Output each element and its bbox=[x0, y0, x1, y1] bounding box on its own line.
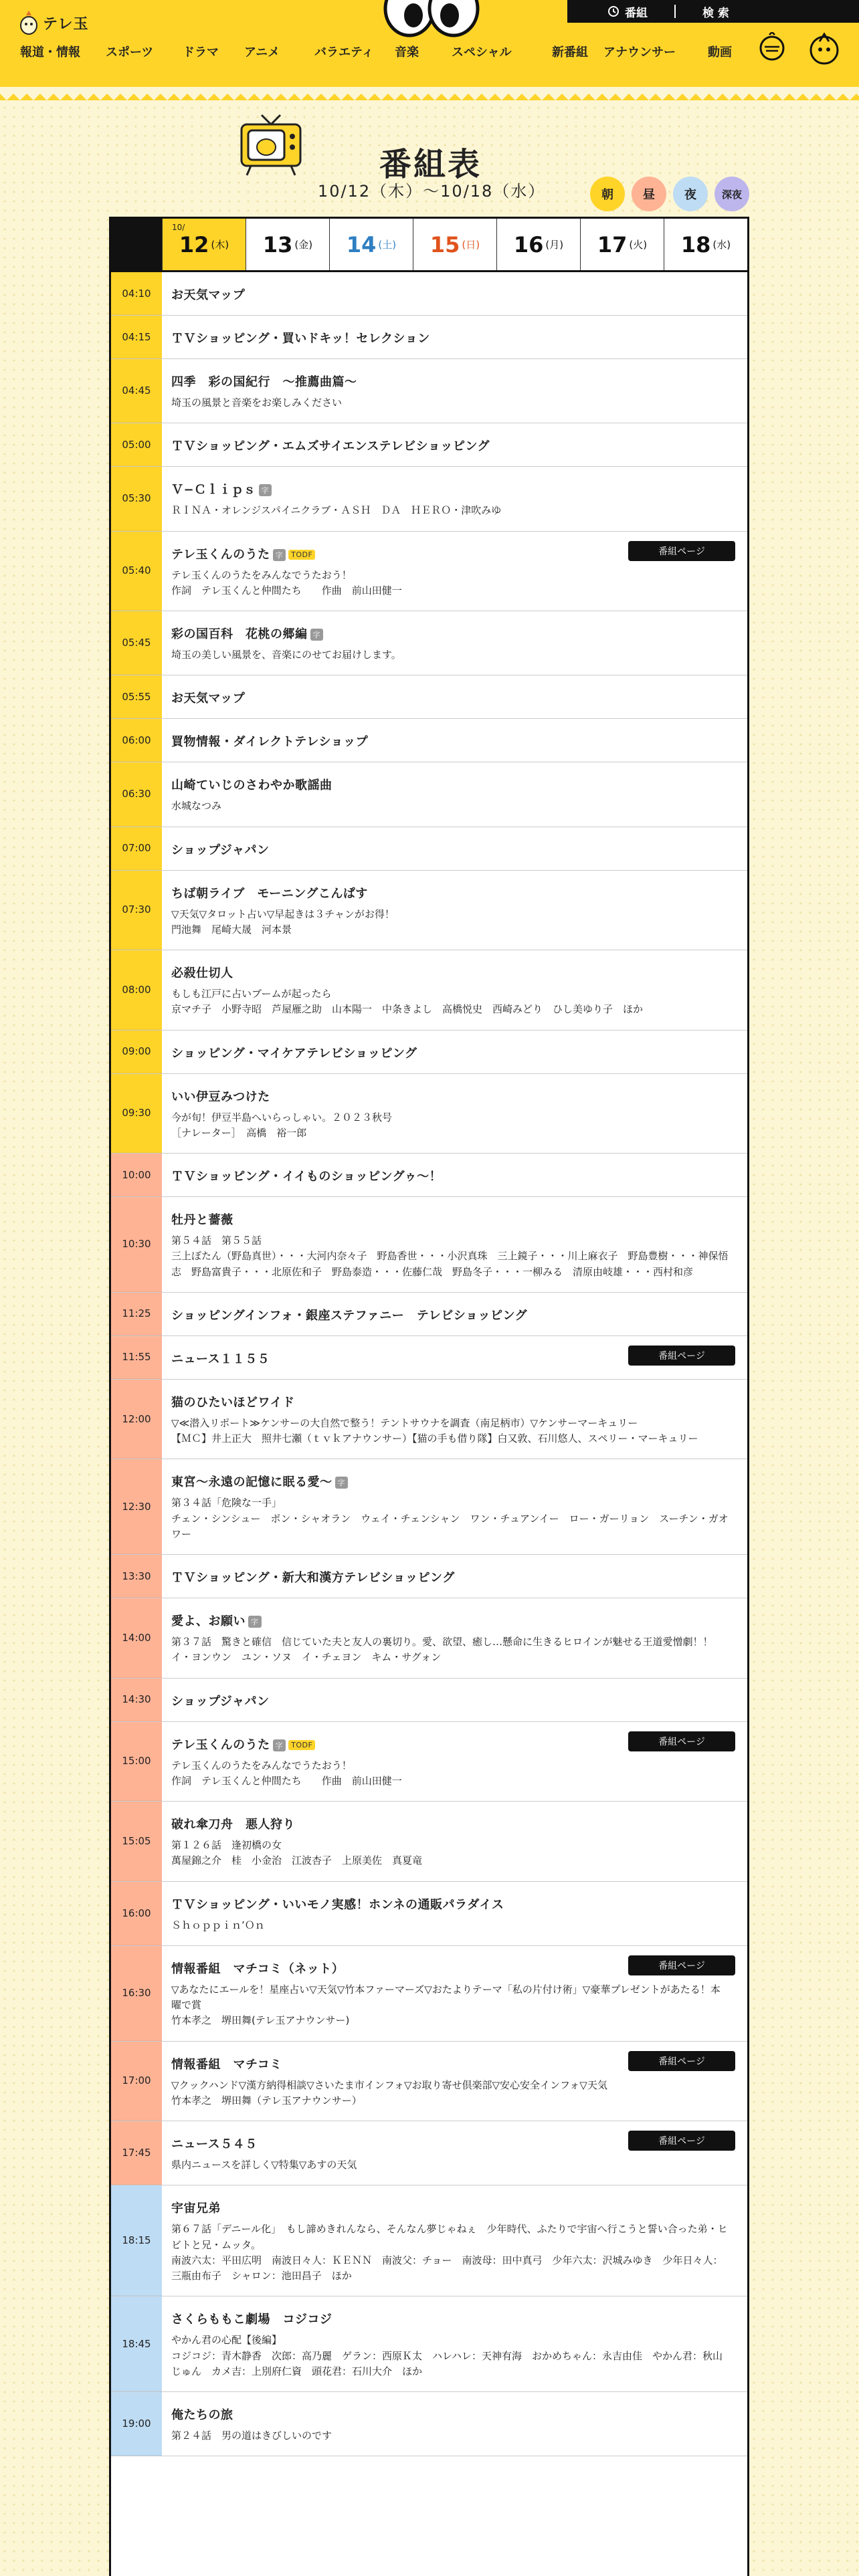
program-description bbox=[171, 503, 737, 518]
description-line: ［ナレーター］ 高橋 裕一郎 bbox=[171, 1126, 307, 1139]
program-cell bbox=[162, 1197, 747, 1292]
program-cell bbox=[162, 467, 747, 530]
tv-icon bbox=[237, 112, 304, 177]
time-cell: 17:45 bbox=[111, 2121, 162, 2185]
program-title[interactable] bbox=[171, 884, 737, 901]
time-cell: 05:40 bbox=[111, 532, 162, 611]
program-title-text: 彩の国百科 花桃の郷編 bbox=[171, 627, 308, 641]
day-tab[interactable] bbox=[329, 219, 413, 270]
time-cell: 13:30 bbox=[111, 1555, 162, 1598]
program-title-text: 東宮〜永遠の記憶に眠る愛〜 bbox=[171, 1475, 332, 1490]
program-title-text: ニュース１１５５ bbox=[171, 1352, 270, 1366]
program-row[interactable] bbox=[111, 532, 747, 612]
program-description bbox=[171, 986, 737, 1018]
time-cell: 14:30 bbox=[111, 1679, 162, 1721]
day-weekday: (土) bbox=[378, 239, 397, 251]
program-description bbox=[171, 1918, 737, 1933]
program-title[interactable] bbox=[171, 1473, 737, 1490]
program-title-text: ＴＶショッピング・エムズサイエンステレビショッピング bbox=[171, 439, 490, 454]
program-title[interactable] bbox=[171, 1895, 737, 1913]
program-title-text: さくらももこ劇場 コジコジ bbox=[171, 2313, 332, 2327]
description-line: テレ玉くんのうたをみんなでうたおう！ bbox=[171, 568, 352, 581]
program-title[interactable] bbox=[171, 2405, 737, 2423]
nav-item[interactable]: スペシャル bbox=[452, 45, 512, 60]
description-line: 第３４話「危険な一手」 bbox=[171, 1497, 282, 1509]
program-description bbox=[171, 1758, 737, 1790]
time-cell: 12:30 bbox=[111, 1459, 162, 1554]
program-title-text: お天気マップ bbox=[171, 691, 246, 706]
program-row[interactable] bbox=[111, 1946, 747, 2042]
site-header bbox=[0, 0, 859, 100]
program-cell bbox=[162, 719, 747, 762]
todf-badge: TODF bbox=[288, 1740, 315, 1750]
program-page-button[interactable]: 番組ページ bbox=[628, 2131, 735, 2151]
program-row[interactable] bbox=[111, 871, 747, 951]
subtitle-badge: 字 bbox=[259, 484, 272, 496]
program-cell bbox=[162, 1336, 747, 1379]
program-cell bbox=[162, 1722, 747, 1802]
description-line: ▽クックハンド▽漢方納得相談▽さいたま市インフォ▽お取り寄せ倶楽部▽安心安全インフォ▽天気 bbox=[171, 2078, 607, 2091]
program-cell bbox=[162, 1380, 747, 1459]
time-cell: 14:00 bbox=[111, 1598, 162, 1678]
program-page-button[interactable]: 番組ページ bbox=[628, 541, 735, 561]
program-title-text: ちば朝ライブ モーニングこんぱす bbox=[171, 886, 368, 901]
table-corner bbox=[111, 219, 162, 270]
nav-item[interactable]: アナウンサー bbox=[603, 45, 676, 60]
nav-item[interactable]: 報道・情報 bbox=[20, 45, 80, 60]
time-cell: 10:00 bbox=[111, 1154, 162, 1196]
description-line: 第６７話「デニール化」 もし諦めきれんなら、そんなん夢じゃねぇ 少年時代、ふたりで宇宙へ行こうと誓い合った弟・ヒビトと兄・ムッタ。 bbox=[171, 2223, 728, 2251]
program-row[interactable] bbox=[111, 2296, 747, 2392]
time-cell: 18:45 bbox=[111, 2296, 162, 2391]
program-title-text: お天気マップ bbox=[171, 288, 246, 302]
program-title[interactable] bbox=[171, 1306, 737, 1323]
program-row[interactable] bbox=[111, 1802, 747, 1882]
program-title[interactable] bbox=[171, 286, 737, 303]
time-cell: 06:00 bbox=[111, 719, 162, 762]
program-description bbox=[171, 1110, 737, 1142]
program-title[interactable] bbox=[171, 625, 737, 642]
time-cell: 07:30 bbox=[111, 871, 162, 950]
program-description bbox=[171, 1838, 737, 1869]
program-row[interactable] bbox=[111, 1722, 747, 1802]
time-cell: 19:00 bbox=[111, 2392, 162, 2456]
program-cell bbox=[162, 1074, 747, 1154]
program-row[interactable] bbox=[111, 467, 747, 531]
day-tab[interactable] bbox=[162, 219, 246, 270]
program-cell bbox=[162, 1598, 747, 1678]
program-description bbox=[171, 568, 737, 599]
program-cell bbox=[162, 532, 747, 611]
description-line: 第５４話 第５５話 bbox=[171, 1235, 262, 1247]
program-row[interactable] bbox=[111, 827, 747, 871]
description-line: 京マチ子 小野寺昭 芦屋雁之助 山本陽一 中条きよし 高橋悦史 西崎みどり ひし美ゆり子 ほか bbox=[171, 1003, 644, 1016]
time-cell: 12:00 bbox=[111, 1380, 162, 1459]
program-cell bbox=[162, 423, 747, 466]
program-title-text: ＴＶショッピング・イイものショッピングゥ〜！ bbox=[171, 1170, 442, 1184]
description-line: 門池舞 尾崎大晟 河本景 bbox=[171, 923, 292, 936]
description-line: コジコジ：青木静香 次郎：高乃麗 ゲラン：西原Ｋ太 ハレハレ：天神有海 おかめちゃん：永吉由佳 やかん君：秋山じゅん カメ吉：上別府仁資 頭花君：石川大介 ほか bbox=[171, 2349, 723, 2377]
subtitle-badge: 字 bbox=[273, 549, 286, 561]
program-row[interactable] bbox=[111, 675, 747, 719]
subtitle-badge: 字 bbox=[335, 1477, 349, 1489]
description-line: 作詞 テレ玉くんと仲間たち 作曲 前山田健一 bbox=[171, 584, 402, 597]
app-icon[interactable] bbox=[759, 32, 785, 63]
time-cell: 05:00 bbox=[111, 423, 162, 466]
program-cell bbox=[162, 611, 747, 675]
time-cell: 15:05 bbox=[111, 1802, 162, 1881]
subtitle-badge: 字 bbox=[310, 629, 324, 641]
time-cell: 05:55 bbox=[111, 675, 162, 718]
program-row[interactable] bbox=[111, 2042, 747, 2122]
program-row[interactable] bbox=[111, 1380, 747, 1460]
program-title-text: 破れ傘刀舟 悪人狩り bbox=[171, 1818, 295, 1832]
program-title[interactable] bbox=[171, 480, 737, 498]
program-cell bbox=[162, 1882, 747, 1945]
program-title-text: テレ玉くんのうた bbox=[171, 547, 270, 562]
bangumi-label: 番組 bbox=[625, 6, 648, 20]
program-title-text: ニュース５４５ bbox=[171, 2137, 258, 2151]
day-weekday: (月) bbox=[545, 239, 564, 251]
time-period-legend bbox=[590, 177, 749, 211]
description-line: 萬屋錦之介 桂 小金治 江波杏子 上原美佐 真夏竜 bbox=[171, 1854, 423, 1867]
program-description bbox=[171, 395, 737, 411]
time-cell: 06:30 bbox=[111, 762, 162, 826]
program-row[interactable] bbox=[111, 950, 747, 1031]
nav-item[interactable]: ドラマ bbox=[183, 45, 219, 60]
subtitle-badge: 字 bbox=[273, 1739, 286, 1751]
day-month: 10/ bbox=[172, 223, 185, 232]
time-cell: 16:00 bbox=[111, 1882, 162, 1945]
program-title-text: 牡丹と薔薇 bbox=[171, 1213, 233, 1227]
time-cell: 17:00 bbox=[111, 2042, 162, 2121]
description-line: 南波六太：平田広明 南波日々人：ＫＥＮＮ 南波父：チョー 南波母：田中真弓 少年六太：沢城みゆき 少年日々人：三瓶由布子 シャロン：池田昌子 ほか bbox=[171, 2254, 723, 2282]
time-cell: 04:15 bbox=[111, 316, 162, 358]
program-cell bbox=[162, 675, 747, 718]
description-line: 【ＭＣ】井上正大 照井七瀬（ｔｖｋアナウンサー）【猫の手も借り隊】白又敦、石川悠人、スペリー・マーキュリー bbox=[171, 1432, 698, 1444]
program-title[interactable] bbox=[171, 1568, 737, 1586]
program-title-text: 買物情報・ダイレクトテレショップ bbox=[171, 735, 369, 750]
program-title-text: 情報番組 マチコミ bbox=[171, 2057, 282, 2072]
day-tab[interactable] bbox=[496, 219, 580, 270]
description-line: ＲＩＮＡ・オレンジスパイニクラブ・ＡＳＨ ＤＡ ＨＥＲＯ・津吹みゆ bbox=[171, 504, 502, 517]
program-title[interactable] bbox=[171, 964, 737, 981]
telletama-mascot-icon bbox=[19, 9, 39, 36]
topbar-divider bbox=[674, 5, 676, 18]
program-row[interactable] bbox=[111, 1598, 747, 1679]
program-title[interactable] bbox=[171, 1210, 737, 1228]
program-title[interactable] bbox=[171, 1087, 737, 1105]
day-number: 12 bbox=[179, 231, 209, 257]
program-row[interactable] bbox=[111, 1293, 747, 1336]
program-cell bbox=[162, 2185, 747, 2296]
day-number: 14 bbox=[346, 231, 377, 257]
program-description bbox=[171, 2078, 737, 2109]
program-title[interactable] bbox=[171, 1815, 737, 1832]
day-number: 18 bbox=[680, 231, 711, 257]
program-cell bbox=[162, 950, 747, 1030]
program-row[interactable] bbox=[111, 1679, 747, 1722]
program-page-button[interactable]: 番組ページ bbox=[628, 1731, 735, 1751]
program-row[interactable] bbox=[111, 423, 747, 467]
day-tabs bbox=[111, 219, 747, 272]
day-tab[interactable] bbox=[580, 219, 664, 270]
day-number: 15 bbox=[430, 231, 460, 257]
time-cell: 04:10 bbox=[111, 272, 162, 315]
description-line: 県内ニュースを詳しく▽特集▽あすの天気 bbox=[171, 2159, 357, 2171]
day-number: 16 bbox=[513, 231, 544, 257]
search-link[interactable]: 検 索 bbox=[702, 6, 729, 20]
description-line: 竹本孝之 堺田舞（テレ玉アナウンサー） bbox=[171, 2094, 362, 2107]
date-range: 10/12（木）〜10/18（水） bbox=[318, 182, 546, 201]
nav-item[interactable]: 音楽 bbox=[395, 45, 419, 60]
description-line: テレ玉くんのうたをみんなでうたおう！ bbox=[171, 1759, 352, 1772]
program-title[interactable] bbox=[171, 689, 737, 706]
time-cell: 16:30 bbox=[111, 1946, 162, 2041]
program-description bbox=[171, 1634, 737, 1666]
program-title-text: ＴＶショッピング・買いドキッ！セレクション bbox=[171, 332, 430, 346]
program-title[interactable] bbox=[171, 1393, 737, 1410]
bangumi-link[interactable] bbox=[607, 3, 648, 20]
nav-item[interactable]: 動画 bbox=[708, 45, 732, 60]
day-weekday: (木) bbox=[211, 239, 229, 251]
program-row[interactable] bbox=[111, 272, 747, 316]
program-title-text: いい伊豆みつけた bbox=[171, 1089, 270, 1104]
program-schedule-table bbox=[109, 217, 749, 2576]
program-row[interactable] bbox=[111, 1074, 747, 1154]
program-row[interactable] bbox=[111, 2185, 747, 2296]
description-line: 埼玉の美しい風景を、音楽にのせてお届けします。 bbox=[171, 649, 401, 661]
time-cell: 18:15 bbox=[111, 2185, 162, 2296]
logo-text: テレ玉 bbox=[43, 15, 89, 33]
program-row[interactable] bbox=[111, 1459, 747, 1555]
program-row[interactable] bbox=[111, 1031, 747, 1074]
description-line: 竹本孝之 堺田舞(テレ玉アナウンサー) bbox=[171, 2014, 350, 2027]
description-line: もしも江戸に占いブームが起ったら bbox=[171, 988, 332, 1000]
program-row[interactable] bbox=[111, 2121, 747, 2185]
program-description bbox=[171, 2222, 737, 2284]
day-tab[interactable] bbox=[246, 219, 329, 270]
program-title-text: 宇宙兄弟 bbox=[171, 2202, 221, 2216]
program-title[interactable] bbox=[171, 1167, 737, 1184]
program-cell bbox=[162, 1154, 747, 1196]
description-line: Ｓｈｏｐｐｉｎ’Ｏｎ bbox=[171, 1919, 265, 1931]
program-cell bbox=[162, 871, 747, 950]
day-tab[interactable] bbox=[413, 219, 496, 270]
nav-item[interactable]: 新番組 bbox=[552, 45, 588, 60]
program-title[interactable] bbox=[171, 2310, 737, 2327]
legend-day: 昼 bbox=[632, 177, 666, 211]
program-title-text: 必殺仕切人 bbox=[171, 966, 233, 980]
time-cell: 04:45 bbox=[111, 359, 162, 423]
time-cell: 10:30 bbox=[111, 1197, 162, 1292]
program-title[interactable] bbox=[171, 776, 737, 793]
site-logo[interactable] bbox=[19, 9, 89, 36]
program-cell bbox=[162, 1802, 747, 1881]
day-weekday: (日) bbox=[462, 239, 480, 251]
header-zigzag-edge bbox=[0, 87, 859, 100]
top-utility-bar bbox=[567, 0, 859, 23]
program-title[interactable] bbox=[171, 732, 737, 750]
program-row[interactable] bbox=[111, 611, 747, 675]
program-title-text: 俺たちの旅 bbox=[171, 2408, 233, 2422]
description-line: ▽≪潜入リポート≫ケンサーの大自然で整う！テントサウナを調査（南足柄市）▽ケンサーマーキュリー bbox=[171, 1416, 638, 1429]
program-cell bbox=[162, 762, 747, 826]
program-row[interactable] bbox=[111, 1197, 747, 1293]
program-row[interactable] bbox=[111, 316, 747, 359]
program-title[interactable] bbox=[171, 437, 737, 454]
program-title[interactable] bbox=[171, 2199, 737, 2216]
program-title-text: 山崎ていじのさわやか歌謡曲 bbox=[171, 778, 332, 793]
program-title[interactable] bbox=[171, 1692, 737, 1709]
legend-morning: 朝 bbox=[590, 177, 625, 211]
main-nav bbox=[0, 43, 859, 63]
program-row[interactable] bbox=[111, 359, 747, 423]
program-description bbox=[171, 2333, 737, 2379]
description-line: ▽あなたにエールを！星座占い▽天気▽竹本ファーマーズ▽おたよりテーマ「私の片付け術」▽豪華プレゼントがあたる！本曜で賞 bbox=[171, 1983, 721, 2011]
description-line: 三上ぼたん（野島真世）・・・大河内奈々子 野島香世・・・小沢真珠 三上鏡子・・・川上麻衣子 野島豊樹・・・神保悟志 野島富貴子・・・北原佐和子 野島泰造・・・佐藤仁哉 野島冬子・・・一柳みる 清原由岐雄・・・西村和彦 bbox=[171, 1250, 729, 1278]
description-line: ▽天気▽タロット占い▽早起きは３チャンがお得！ bbox=[171, 907, 395, 920]
program-row[interactable] bbox=[111, 762, 747, 827]
page-title: 番組表 bbox=[379, 146, 482, 183]
time-cell: 11:25 bbox=[111, 1293, 162, 1335]
description-line: 第３７話 驚きと確信 信じていた夫と友人の裏切り。愛、欲望、癒し…懸命に生きるヒロインが魅せる王道愛憎劇！！ bbox=[171, 1636, 713, 1648]
description-line: 埼玉の風景と音楽をお楽しみください bbox=[171, 397, 343, 409]
program-cell bbox=[162, 1293, 747, 1335]
day-weekday: (火) bbox=[629, 239, 648, 251]
program-title[interactable] bbox=[171, 329, 737, 346]
day-tab[interactable] bbox=[664, 219, 747, 270]
program-cell bbox=[162, 272, 747, 315]
subtitle-badge: 字 bbox=[248, 1616, 262, 1628]
time-cell: 07:00 bbox=[111, 827, 162, 870]
program-title-text: ショップジャパン bbox=[171, 843, 270, 857]
program-row[interactable] bbox=[111, 1154, 747, 1197]
program-page-button[interactable]: 番組ページ bbox=[628, 1955, 735, 1975]
description-line: 第２４話 男の道はきびしいのです bbox=[171, 2430, 332, 2442]
program-row[interactable] bbox=[111, 1882, 747, 1946]
program-page-button[interactable]: 番組ページ bbox=[628, 1346, 735, 1366]
description-line: 作詞 テレ玉くんと仲間たち 作曲 前山田健一 bbox=[171, 1774, 402, 1787]
program-title-text: テレ玉くんのうた bbox=[171, 1737, 270, 1752]
day-number: 13 bbox=[262, 231, 293, 257]
time-cell: 09:00 bbox=[111, 1031, 162, 1073]
nav-item[interactable]: アニメ bbox=[244, 45, 280, 60]
program-cell bbox=[162, 359, 747, 423]
legend-night: 深夜 bbox=[714, 177, 749, 211]
program-title-text: 愛よ、お願い bbox=[171, 1614, 246, 1628]
program-description bbox=[171, 1982, 737, 2029]
program-title-text: ＴＶショッピング・新大和漢方テレビショッピング bbox=[171, 1571, 455, 1585]
program-title[interactable] bbox=[171, 372, 737, 390]
program-title-text: 猫のひたいほどワイド bbox=[171, 1395, 295, 1410]
program-cell bbox=[162, 1679, 747, 1721]
program-title-text: 四季 彩の国紀行 〜推薦曲篇〜 bbox=[171, 375, 357, 389]
program-description bbox=[171, 2157, 737, 2173]
nav-item[interactable]: スポーツ bbox=[106, 45, 154, 60]
program-title[interactable] bbox=[171, 1612, 737, 1629]
program-description bbox=[171, 907, 737, 938]
program-cell bbox=[162, 2042, 747, 2121]
program-title[interactable] bbox=[171, 1044, 737, 1061]
schedule-title-block bbox=[237, 108, 759, 209]
program-title-text: ショッピング・マイケアテレビショッピング bbox=[171, 1046, 417, 1061]
day-number: 17 bbox=[597, 231, 628, 257]
description-line: 今が旬！伊豆半島へいらっしゃい。２０２３秋号 bbox=[171, 1111, 393, 1123]
mascot-badge-icon[interactable] bbox=[807, 32, 841, 66]
program-cell bbox=[162, 1555, 747, 1598]
description-line: イ・ヨンウン ユン・ソヌ イ・チェヨン キム・サグォン bbox=[171, 1651, 442, 1664]
description-line: チェン・シンシュー ポン・シャオラン ウェイ・チェンシャン ワン・チュアンイー ロー・ガーリョン スーチン・ガオワー bbox=[171, 1512, 729, 1540]
day-weekday: (水) bbox=[712, 239, 731, 251]
program-cell bbox=[162, 2392, 747, 2456]
program-row[interactable] bbox=[111, 1555, 747, 1598]
program-cell bbox=[162, 316, 747, 358]
time-cell: 05:45 bbox=[111, 611, 162, 675]
program-cell bbox=[162, 827, 747, 870]
todf-badge: TODF bbox=[288, 550, 315, 560]
program-description bbox=[171, 2428, 737, 2444]
program-cell bbox=[162, 2121, 747, 2185]
nav-item[interactable]: バラエティ bbox=[314, 45, 374, 60]
program-list bbox=[111, 272, 747, 2456]
time-cell: 08:00 bbox=[111, 950, 162, 1030]
program-description bbox=[171, 1233, 737, 1280]
description-line: 第１２６話 逢初橋の女 bbox=[171, 1839, 282, 1851]
program-title-text: ＴＶショッピング・いいモノ実感！ホンネの通販パラダイス bbox=[171, 1897, 504, 1912]
program-description bbox=[171, 1416, 737, 1447]
mascot-eyes-icon bbox=[381, 0, 482, 39]
time-cell: 05:30 bbox=[111, 467, 162, 530]
program-title-text: ショップジャパン bbox=[171, 1694, 270, 1709]
program-row[interactable] bbox=[111, 2392, 747, 2456]
time-cell: 09:30 bbox=[111, 1074, 162, 1154]
legend-evening: 夜 bbox=[673, 177, 708, 211]
description-line: やかん君の心配【後編】 bbox=[171, 2334, 282, 2347]
program-cell bbox=[162, 2296, 747, 2391]
time-cell: 11:55 bbox=[111, 1336, 162, 1379]
day-weekday: (金) bbox=[294, 239, 313, 251]
program-title-text: Ｖ−Ｃｌｉｐｓ bbox=[171, 483, 256, 498]
program-page-button[interactable]: 番組ページ bbox=[628, 2051, 735, 2071]
description-line: 水城なつみ bbox=[171, 800, 222, 813]
program-title-text: ショッピングインフォ・銀座ステファニー テレビショッピング bbox=[171, 1308, 528, 1323]
program-description bbox=[171, 798, 737, 814]
program-row[interactable] bbox=[111, 1336, 747, 1380]
program-row[interactable] bbox=[111, 719, 747, 762]
program-description bbox=[171, 647, 737, 663]
program-cell bbox=[162, 1946, 747, 2041]
clock-icon bbox=[607, 5, 619, 17]
program-title[interactable] bbox=[171, 841, 737, 858]
program-title-text: 情報番組 マチコミ（ネット） bbox=[171, 1961, 345, 1976]
program-cell bbox=[162, 1459, 747, 1554]
program-cell bbox=[162, 1031, 747, 1073]
program-description bbox=[171, 1495, 737, 1542]
time-cell: 15:00 bbox=[111, 1722, 162, 1802]
